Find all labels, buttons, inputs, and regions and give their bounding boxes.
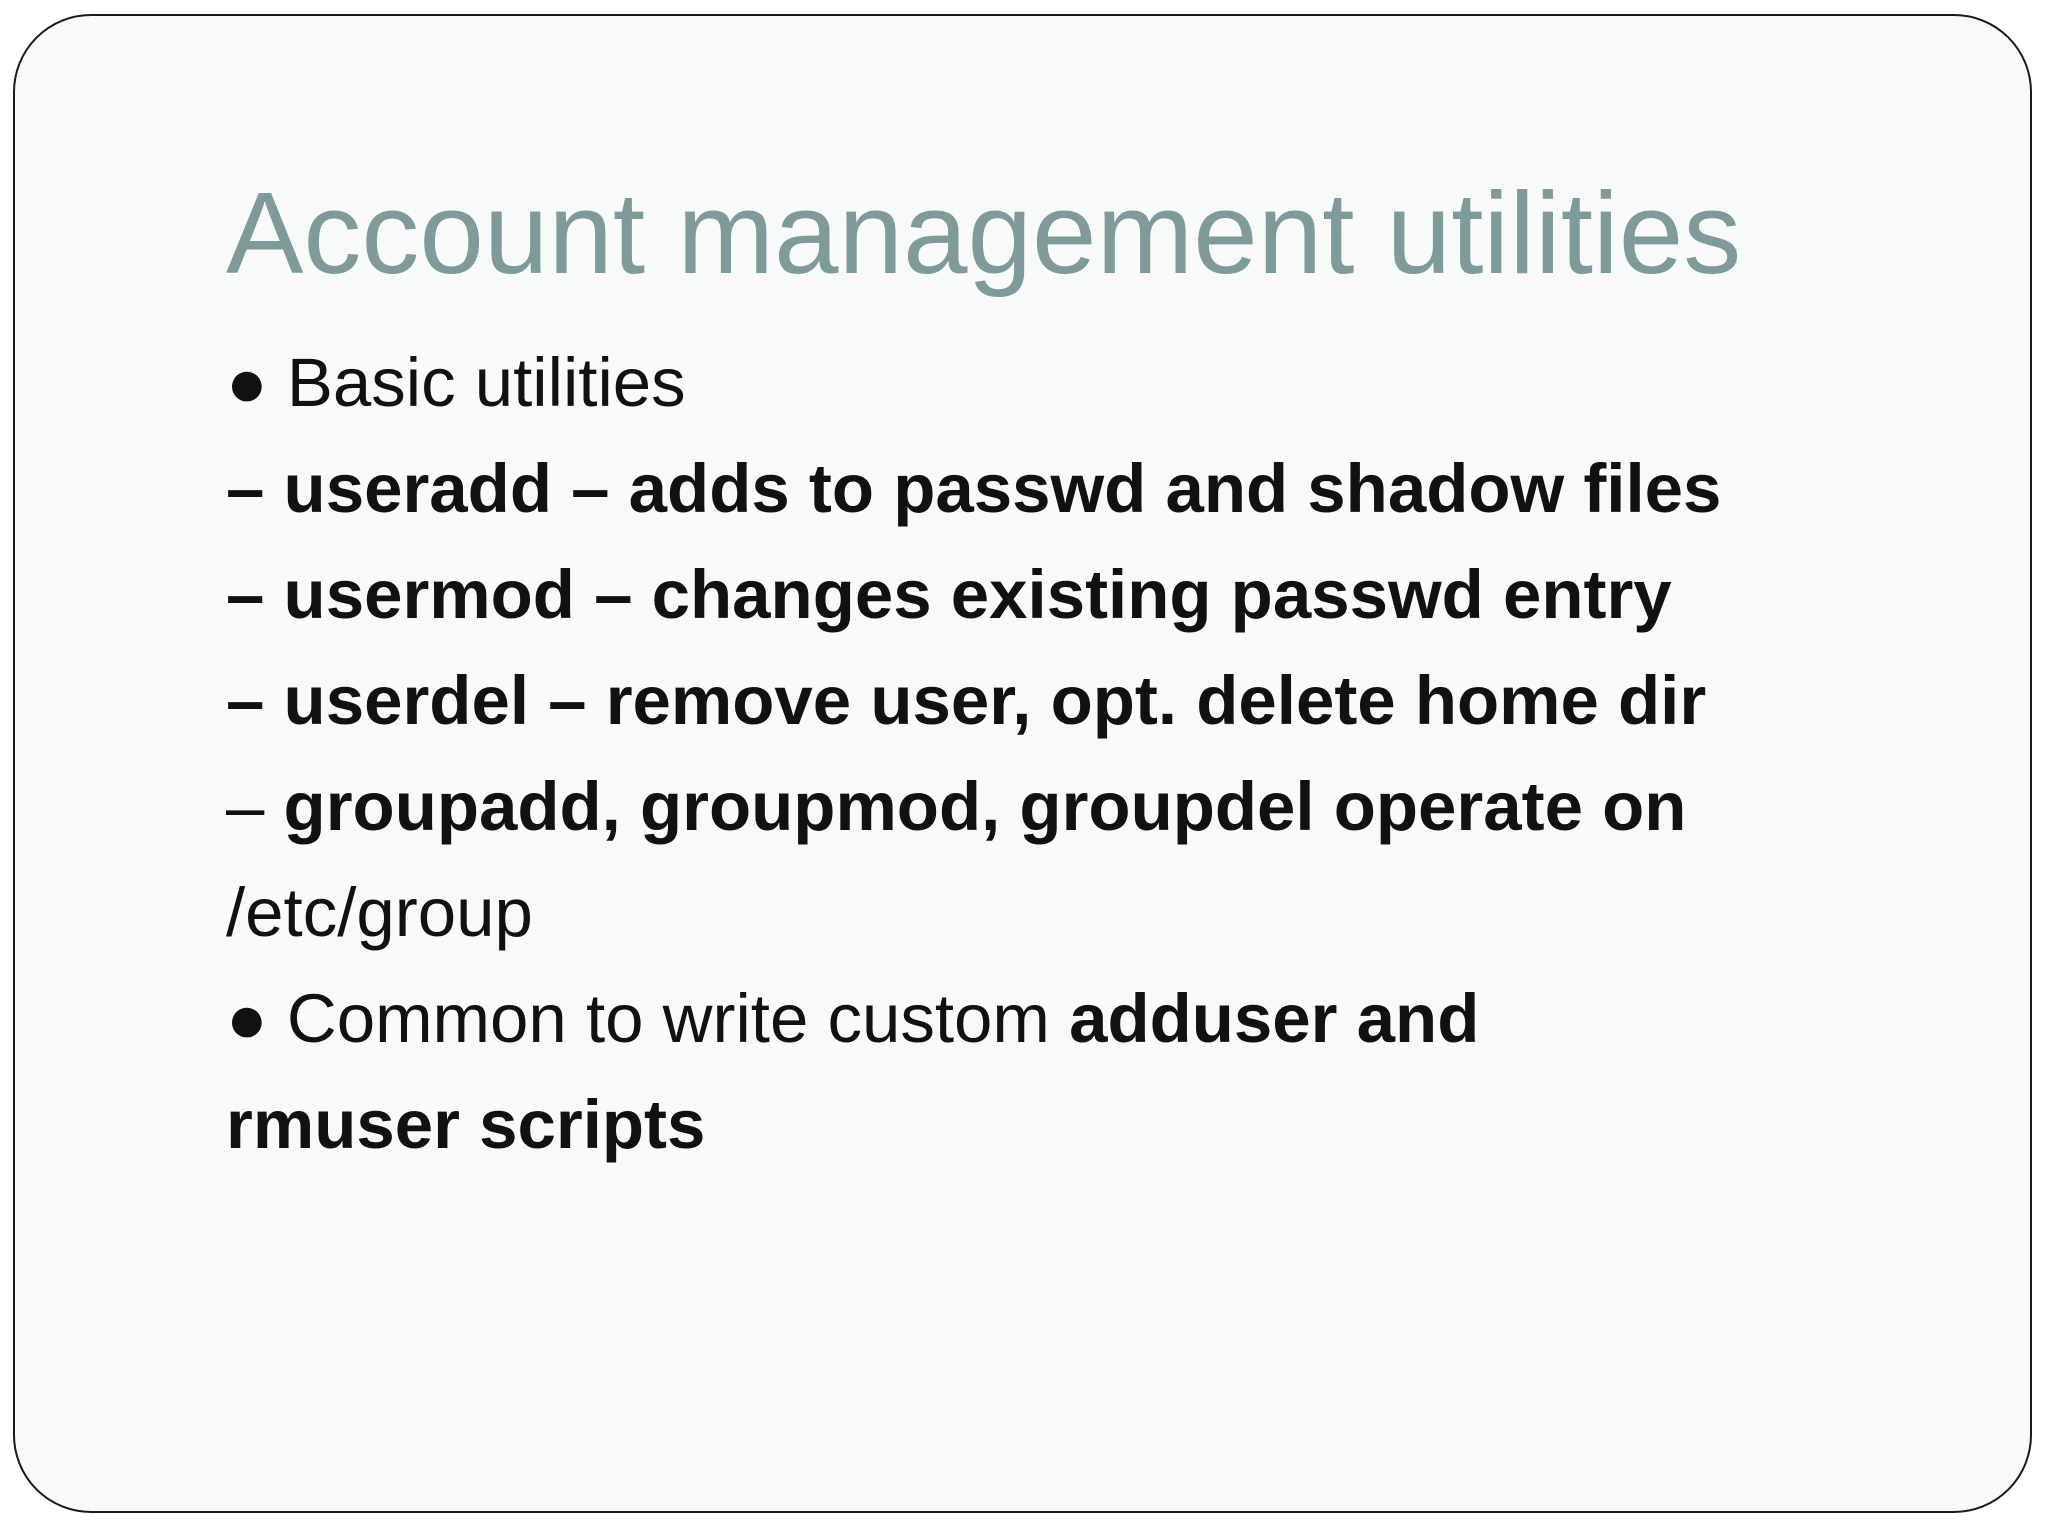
rmuser-scripts-line: rmuser scripts <box>226 1086 706 1163</box>
group-tools-dash: – <box>226 768 284 845</box>
group-tools-line <box>226 754 1946 860</box>
bullet-basic-utilities-text: Basic utilities <box>286 344 686 421</box>
usermod-line: – usermod – changes existing passwd entry <box>226 556 1672 633</box>
bullet-icon: ● <box>226 344 287 421</box>
slide-body <box>226 330 1946 1178</box>
etc-group-line: /etc/group <box>226 874 533 951</box>
bullet-custom-scripts <box>226 966 1946 1072</box>
bullet-basic-utilities <box>226 330 1946 436</box>
useradd-line: – useradd – adds to passwd and shadow files <box>226 450 1722 527</box>
custom-scripts-prefix: Common to write custom <box>286 980 1070 1057</box>
slide-title: Account management utilities <box>226 168 1742 298</box>
custom-scripts-bold: adduser and <box>1069 980 1480 1057</box>
userdel-line: – userdel – remove user, opt. delete home dir <box>226 662 1707 739</box>
group-tools-text: groupadd, groupmod, groupdel operate on <box>283 768 1687 845</box>
bullet-icon: ● <box>226 980 287 1057</box>
